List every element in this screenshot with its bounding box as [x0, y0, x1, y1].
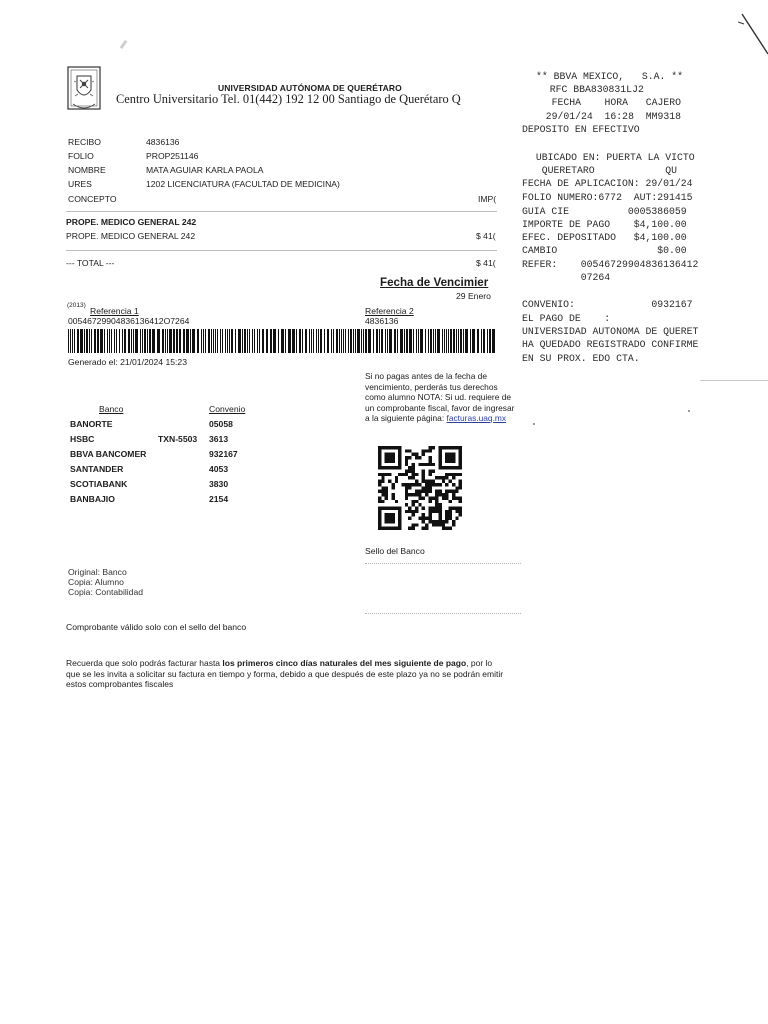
importe-label: IMP( — [478, 194, 497, 204]
ures-label: URES — [68, 179, 92, 189]
ticket-reference: REFER: 00546729904836136412 — [522, 259, 699, 270]
total-label: --- TOTAL --- — [66, 258, 115, 268]
bank-seal-label: Sello del Banco — [365, 546, 425, 556]
concept-group: PROPE. MEDICO GENERAL 242 — [66, 217, 197, 227]
ticket-bank-name: ** BBVA MEXICO, S.A. ** — [536, 71, 683, 82]
bank-convenio: 4053 — [209, 464, 229, 474]
ticket-guia: GUIA CIE 0005386059 — [522, 206, 687, 217]
university-crest-logo — [67, 66, 101, 114]
ticket-university: UNIVERSIDAD AUTONOMA DE QUERET — [522, 326, 699, 337]
bank-name: BANORTE — [70, 419, 113, 429]
ref1-prefix: (2013) — [67, 302, 86, 309]
bank-convenio: 05058 — [209, 419, 233, 429]
ticket-folio: FOLIO NUMERO:6772 AUT:291415 — [522, 192, 693, 203]
ref1-value: 00546729904836136412O7264 — [68, 316, 190, 326]
ticket-convenio: CONVENIO: 0932167 — [522, 299, 693, 310]
copy-student: Copia: Alumno — [68, 577, 124, 587]
bank-column-header: Banco — [99, 404, 124, 414]
invoice-reminder — [66, 658, 506, 690]
bank-seal-line — [365, 613, 521, 614]
reminder-text: Recuerda que solo podrás facturar hasta — [66, 658, 223, 668]
ticket-columns: FECHA HORA CAJERO — [534, 97, 681, 108]
bank-seal-line — [365, 563, 521, 564]
validity-notice: Comprobante válido solo con el sello del banco — [66, 622, 247, 632]
scan-speck — [533, 423, 535, 425]
due-date: 29 Enero — [456, 291, 491, 301]
ticket-payment-of: EL PAGO DE : — [522, 313, 611, 324]
ref2-label: Referencia 2 — [365, 306, 414, 316]
university-name: UNIVERSIDAD AUTÓNOMA DE QUERÉTARO — [218, 83, 402, 93]
bank-convenio: 3613 — [209, 434, 229, 444]
copy-accounting: Copia: Contabilidad — [68, 587, 144, 597]
bank-txn: TXN-5503 — [158, 434, 198, 444]
scan-line — [738, 8, 768, 58]
ref1-label: Referencia 1 — [90, 306, 139, 316]
invoice-portal-link[interactable]: facturas.uaq.mx — [446, 413, 507, 423]
reminder-text-end: , por lo que se les invita a solicitar su factura en tiempo y forma, debido a que después de este plazo ya no se podrán emitir estos comprobantes fiscales — [66, 658, 504, 689]
bank-name: BANBAJIO — [70, 494, 115, 504]
ticket-apply-date: FECHA DE APLICACION: 29/01/24 — [522, 178, 693, 189]
ref2-value: 4836136 — [365, 316, 399, 326]
total-divider — [66, 250, 497, 251]
expiration-note-text: Si no pagas antes de la fecha de vencimiento, perderás tus derechos como alumno NOTA: Si ud. requiere de un comprobante fiscal, favor de ingresar a la siguiente página: — [365, 371, 515, 423]
ticket-amount: IMPORTE DE PAGO $4,100.00 — [522, 219, 687, 230]
ticket-date-time: 29/01/24 16:28 MM9318 — [534, 111, 681, 122]
ticket-reference-cont: 07264 — [522, 272, 611, 283]
ticket-registered: HA QUEDADO REGISTRADO CONFIRME — [522, 339, 699, 350]
nombre-label: NOMBRE — [68, 165, 106, 175]
bank-convenio: 932167 — [209, 449, 238, 459]
concept-item: PROPE. MEDICO GENERAL 242 — [66, 231, 196, 241]
bank-convenio: 2154 — [209, 494, 229, 504]
bank-name: BBVA BANCOMER — [70, 449, 147, 459]
folio-label: FOLIO — [68, 151, 94, 161]
payment-barcode — [68, 329, 496, 353]
ticket-rfc: RFC BBA830831LJ2 — [538, 84, 644, 95]
expiration-note — [365, 371, 515, 424]
reminder-deadline: los primeros cinco días naturales del mes siguiente de pago — [222, 658, 467, 668]
ticket-cash: EFEC. DEPOSITADO $4,100.00 — [522, 232, 687, 243]
ticket-location: UBICADO EN: PUERTA LA VICTO — [530, 152, 695, 163]
due-date-title: Fecha de Vencimier — [380, 276, 489, 289]
ticket-change: CAMBIO $0.00 — [522, 245, 687, 256]
copy-original: Original: Banco — [68, 567, 127, 577]
concepto-label: CONCEPTO — [68, 194, 117, 204]
recibo-value: 4836136 — [146, 137, 180, 147]
generated-date: Generado el: 21/01/2024 15:23 — [68, 357, 187, 367]
university-address: Centro Universitario Tel. 01(442) 192 12 00 Santiago de Querétaro Q — [116, 92, 461, 106]
ticket-city: QUERETARO QU — [530, 165, 677, 176]
ures-value: 1202 LICENCIATURA (FACULTAD DE MEDICINA) — [146, 179, 340, 189]
bank-convenio: 3830 — [209, 479, 229, 489]
ticket-statement: EN SU PROX. EDO CTA. — [522, 353, 640, 364]
total-amount: $ 41( — [476, 258, 496, 268]
convenio-column-header: Convenio — [209, 404, 246, 414]
nombre-value: MATA AGUIAR KARLA PAOLA — [146, 165, 264, 175]
bank-name: SCOTIABANK — [70, 479, 128, 489]
invoice-qr-code — [378, 446, 462, 530]
folio-value: PROP251146 — [146, 151, 199, 161]
bank-name: HSBC — [70, 434, 95, 444]
concept-header-divider — [66, 211, 497, 212]
recibo-label: RECIBO — [68, 137, 101, 147]
concept-amount: $ 41( — [476, 231, 496, 241]
scan-mark — [120, 40, 128, 49]
bank-name: SANTANDER — [70, 464, 124, 474]
scan-edge — [700, 380, 768, 381]
scan-speck — [688, 410, 690, 412]
ticket-operation: DEPOSITO EN EFECTIVO — [522, 124, 640, 135]
